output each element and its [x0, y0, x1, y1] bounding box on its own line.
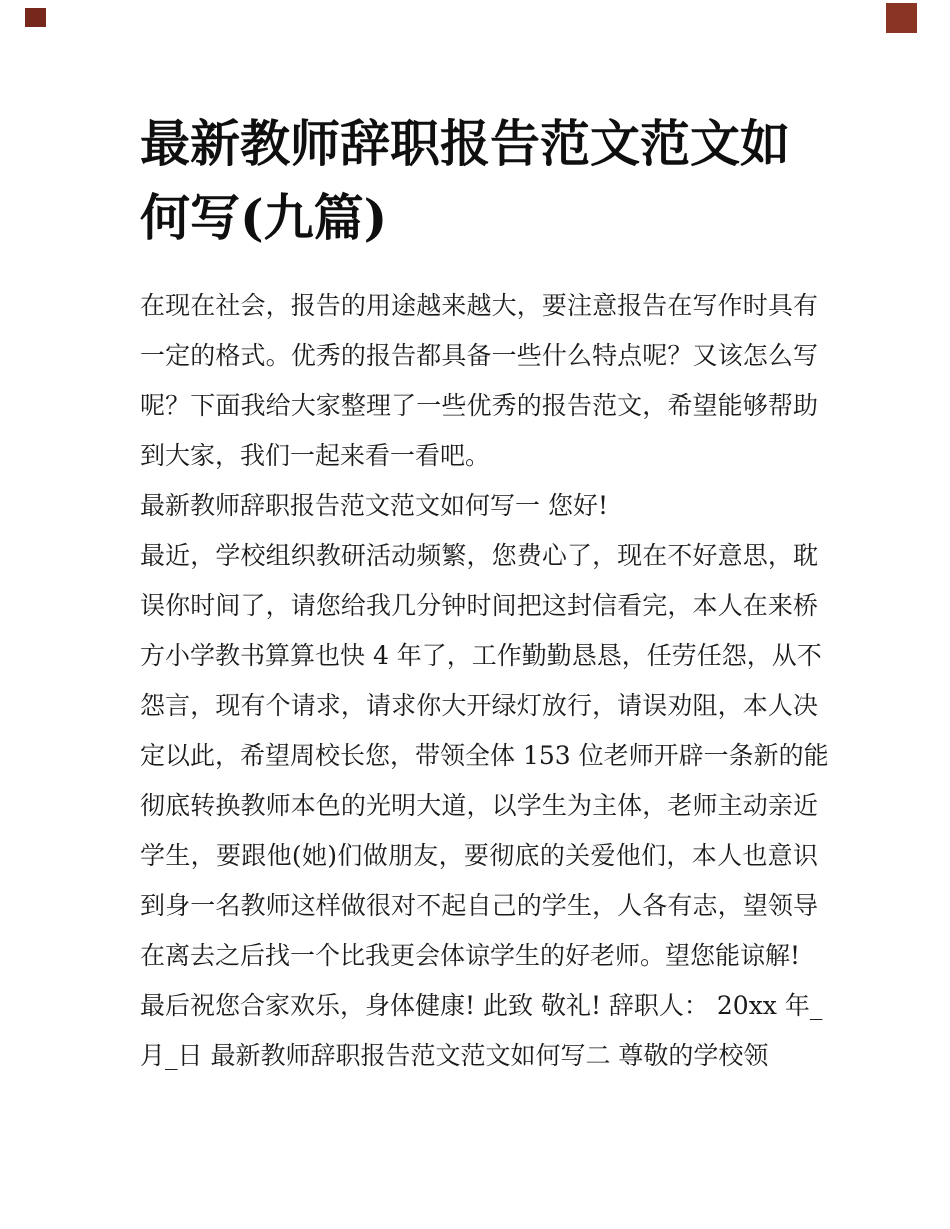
body-line: 呢？下面我给大家整理了一些优秀的报告范文，希望能够帮助: [140, 391, 818, 420]
body-line: 在现在社会，报告的用途越来越大，要注意报告在写作时具有: [140, 291, 818, 320]
document-title: [140, 107, 818, 255]
body-line: 彻底转换教师本色的光明大道，以学生为主体，老师主动亲近: [140, 791, 818, 820]
top-right-corner-mark: [886, 3, 917, 33]
body-line: 定以此，希望周校长您，带领全体 153 位老师开辟一条新的能: [140, 741, 829, 770]
body-line: 最后祝您合家欢乐，身体健康! 此致 敬礼! 辞职人： 20xx 年_: [140, 991, 823, 1020]
body-line: 月_日 最新教师辞职报告范文范文如何写二 尊敬的学校领: [140, 1041, 769, 1070]
document-content: [140, 107, 829, 1081]
top-left-corner-mark: [25, 8, 46, 27]
body-line: 一定的格式。优秀的报告都具备一些什么特点呢？又该怎么写: [140, 341, 818, 370]
body-line: 最近，学校组织教研活动频繁，您费心了，现在不好意思，耽: [140, 541, 818, 570]
body-line: 在离去之后找一个比我更会体谅学生的好老师。望您能谅解!: [140, 941, 801, 970]
body-line: 误你时间了，请您给我几分钟时间把这封信看完，本人在来桥: [140, 591, 818, 620]
document-title-line-2: 何写(九篇): [140, 188, 388, 247]
body-line: 到身一名教师这样做很对不起自己的学生，人各有志，望领导: [140, 891, 818, 920]
body-line: 怨言，现有个请求，请求你大开绿灯放行，请误劝阻，本人决: [140, 691, 818, 720]
body-line: 学生，要跟他(她)们做朋友，要彻底的关爱他们，本人也意识: [140, 841, 818, 870]
document-title-line-1: 最新教师辞职报告范文范文如: [140, 114, 790, 173]
body-line: 方小学教书算算也快 4 年了，工作勤勤恳恳，任劳任怨，从不: [140, 641, 822, 670]
document-body: [140, 281, 829, 1081]
body-line-section-heading: 最新教师辞职报告范文范文如何写一 您好!: [140, 491, 608, 520]
body-line: 到大家，我们一起来看一看吧。: [140, 441, 491, 470]
